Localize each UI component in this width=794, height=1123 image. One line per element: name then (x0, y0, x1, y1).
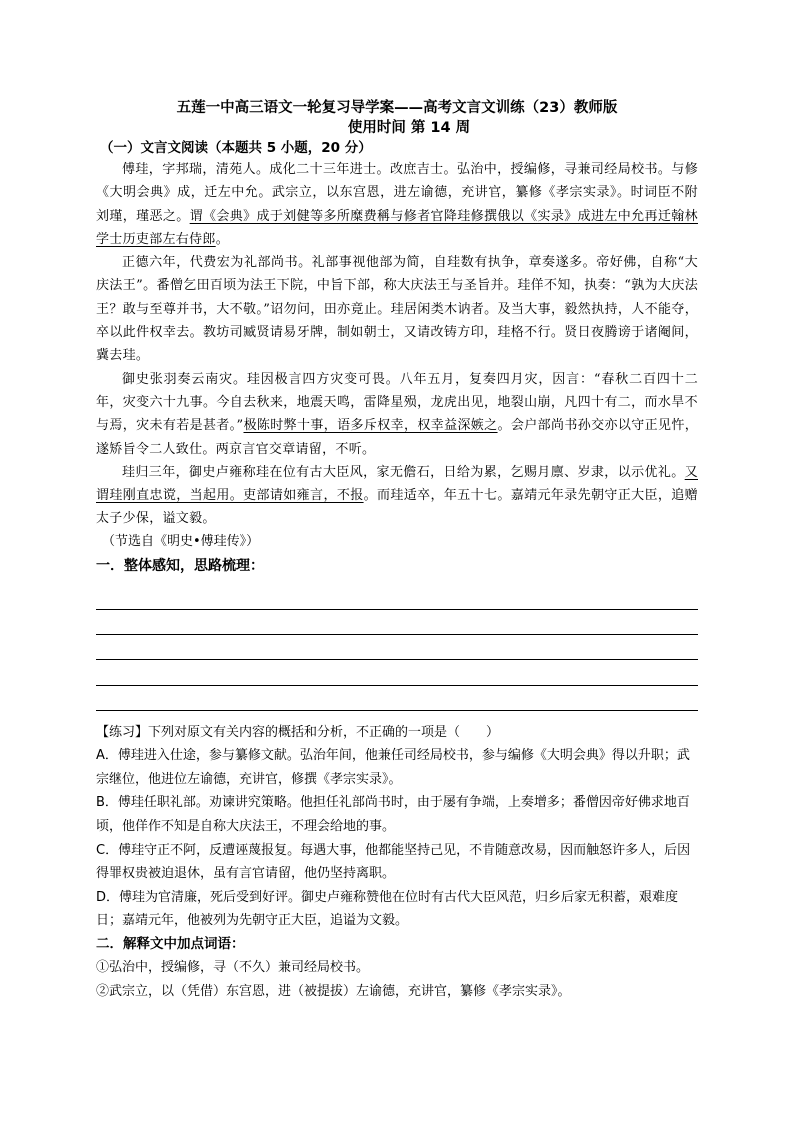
passage-paragraph-2: 正德六年，代费宏为礼部尚书。礼部事视他部为简，自珪数有执争，章奏遂多。帝好佛，自称“大庆法王”。番僧乞田百顷为法王下院，中旨下部，称大庆法王与圣旨并。珪佯不知，执奏：“孰为大庆法王？敢与至尊并书，大不敬。”诏勿问，田亦竟止。珪居闲类木讷者。及当大事，毅然执持，人不能夺，卒以此件权幸去。教坊司臧贤请易牙牌，制如朝士，又请改铸方印，珪格不行。贤日夜腾谤于诸阉间，冀去珪。 (96, 255, 698, 364)
explanation-item-1: ①弘治中，授编修，寻（不久）兼司经局校书。 (96, 960, 370, 976)
passage-text: 珪归三年，御史卢雍称珪在位有古大臣风，家无儋石，日给为累，乞赐月廪、岁隶，以示优礼。 (122, 464, 685, 480)
passage-text: 。会户部尚书孙交亦以守正见忤，遂矫旨令二人致仕。两京言官交章请留，不听。 (96, 418, 699, 457)
passage-text: 。 (215, 231, 230, 247)
passage-text: 。而珪适卒，年五十七。嘉靖元年录先朝守正大臣，追赠太子少保，谥文毅。 (96, 488, 698, 527)
option-a: A．傅珪进入仕途，参与纂修文献。弘治年间，他兼任司经局校书，参与编修《大明会典》得以升职；武宗继位，他进位左谕德，充讲官，修撰《孝宗实录》。 (96, 748, 690, 787)
document-title: 五莲一中高三语文一轮复习导学案——高考文言文训练（23）教师版 (176, 100, 618, 116)
answer-line (96, 686, 698, 711)
document-subtitle: 使用时间 第 14 周 (347, 120, 471, 136)
document-page (96, 98, 698, 1003)
question-1-heading: 一．整体感知，思路梳理： (96, 557, 264, 574)
option-d: D．傅珪为官清廉，死后受到好评。御史卢雍称赞他在位时有古代大臣风范，归乡后家无积蓄，艰难度日；嘉靖元年，他被列为先朝守正大臣，追谥为文毅。 (96, 889, 679, 929)
practice-prompt: 【练习】下列对原文有关内容的概括和分析，不正确的一项是（ ） (96, 724, 500, 740)
passage-text: 傅珪，字邦瑞，清苑人。成化二十三年进士。改庶吉士。弘治中，授编修，寻兼司经局校书。与修《大明会典》成，迁左中允。武宗立，以东宫恩，进左谕德，充讲官，纂修《孝宗实录》。时词臣不附刘瑾，瑾恶之。 (96, 162, 698, 224)
underlined-sentence: 又谓珪刚直忠谠，当起用。吏部请如雍言，不报 (96, 464, 698, 504)
answer-lines (96, 585, 698, 711)
explanation-item-2: ②武宗立，以（凭借）东宫恩，进（被提拔）左谕德，充讲官，纂修《孝宗实录》。 (96, 983, 571, 999)
answer-line (96, 660, 698, 685)
reading-passage (96, 158, 698, 531)
answer-line (96, 585, 698, 610)
practice-question (96, 721, 698, 933)
answer-line (96, 610, 698, 635)
section-heading: （一）文言文阅读（本题共 5 小题，20 分） (100, 140, 372, 156)
answer-line (96, 635, 698, 660)
passage-paragraph-3 (96, 368, 698, 461)
question-2-heading: 二．解释文中加点词语： (96, 936, 245, 953)
underlined-sentence: 谓《会典》成于刘健等多所糜费稱与修者官降珪修撰俄以《实录》成进左中允再迁翰林学士历吏部左右侍郎 (96, 208, 698, 247)
option-b: B．傅珪任职礼部。劝谏讲究策略。他担任礼部尚书时，由于屡有争端，上奏增多；番僧因帝好佛求地百顷，他佯作不知是自称大庆法王，不理会给地的事。 (96, 795, 690, 835)
source-citation: （节选自《明史•傅珪传》） (102, 533, 260, 549)
passage-paragraph-4 (96, 461, 698, 531)
passage-paragraph-1 (96, 158, 698, 251)
underlined-sentence: 极陈时弊十事，语多斥权幸，权幸益深嫉之 (243, 418, 498, 434)
passage-text: 御史张羽奏云南灾。珪因极言四方灾变可畏。八年五月，复奏四月灾，因言：“春秋二百四十二年，灾变六十九事。今自去秋来，地震天鸣，雷降星殒，龙虎出见，地裂山崩，凡四十有二，而水旱不与焉，灾未有若是甚者。” (96, 371, 698, 434)
option-c: C．傅珪守正不阿，反遭诬蔑报复。每遇大事，他都能坚持己见，不肯随意改易，因而触怒许多人，后因得罪权贵被迫退休，虽有言官请留，他仍坚持离职。 (96, 842, 691, 882)
